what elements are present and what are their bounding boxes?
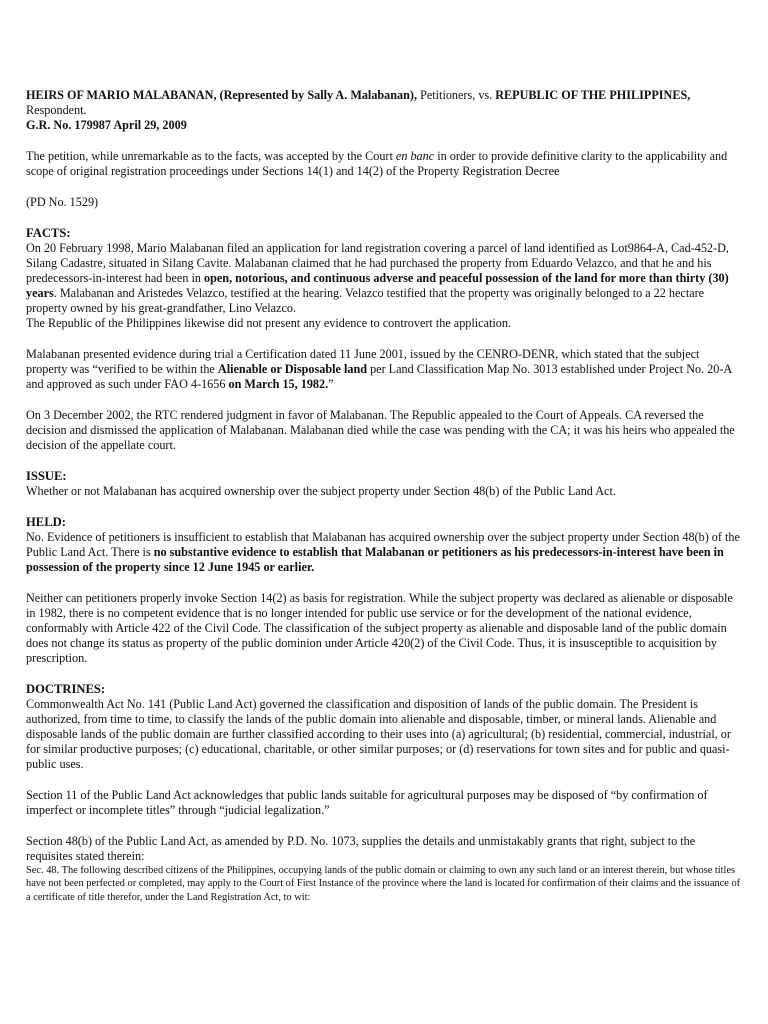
intro-pd-number: (PD No. 1529) [26, 195, 99, 209]
case-caption [26, 88, 742, 133]
case-republic: REPUBLIC OF THE PHILIPPINES, [495, 88, 691, 102]
held-heading: HELD: [26, 515, 66, 529]
issue-text: Whether or not Malabanan has acquired ownership over the subject property under Section 48(b) of the Public Land Act. [26, 484, 616, 498]
doctrines-heading: DOCTRINES: [26, 682, 106, 696]
held-paragraph-2: Neither can petitioners properly invoke Section 14(2) as basis for registration. While the subject property was declared as alienable or disposable in 1982, there is no competent evidence that is no longer intended for public use service or for the development of the national evidence, conformably with Article 422 of the Civil Code. The classification of the subject property as alienable and disposable land of the public domain does not change its status as property of the public dominion under Article 420(2) of the Civil Code. Thus, it is insusceptible to acquisition by prescription. [26, 591, 733, 665]
facts-p2-text-c: ” [328, 377, 334, 391]
facts-p2-bold-a: Alienable or Disposable land [217, 362, 368, 376]
intro-en-banc: en banc [395, 149, 435, 163]
case-gr-number: G.R. No. 179987 April 29, 2009 [26, 118, 187, 132]
doctrines-paragraph-1: Commonwealth Act No. 141 (Public Land Act) governed the classification and disposition of lands of the public domain. The President is authorized, from time to time, to classify the lands of the public domain into alienable and disposable, timber, or mineral lands. Alienable and disposable lands of the public domain are further classified according to their uses into (a) agricultural; (b) residential, commercial, industrial, or for similar productive purposes; (c) educational, charitable, or other similar purposes; or (d) reservations for town sites and for public and quasi-public uses. [26, 697, 731, 771]
case-respondent: Respondent. [26, 103, 87, 117]
doctrines-paragraph-2: Section 11 of the Public Land Act acknowledges that public lands suitable for agricultural purposes may be disposed of “by confirmation of imperfect or incomplete titles” through “judicial legalization.” [26, 788, 708, 817]
intro-paragraph [26, 149, 742, 179]
facts-p1-bold: open, notorious, and continuous adverse and peaceful possession of the land for more than thirty (30) years [26, 271, 729, 300]
facts-p1-text-c: The Republic of the Philippines likewise did not present any evidence to controvert the application. [26, 316, 512, 330]
intro-text-a: The petition, while unremarkable as to the facts, was accepted by the Court [26, 149, 396, 163]
doctrines-paragraph-3: Section 48(b) of the Public Land Act, as amended by P.D. No. 1073, supplies the details and unmistakably grants that right, subject to the requisites stated therein: [26, 834, 696, 863]
facts-p1-text-a: On 20 February 1998, Mario Malabanan filed an application for land registration covering a parcel of land identified as Lot9864-A, Cad-452-D, Silang Cadastre, situated in Silang Cavite. Malabanan claimed that he had purchased the property from Eduardo Velazco, and that he and his predecessors-in-interest had been in [26, 241, 729, 285]
facts-heading: FACTS: [26, 226, 71, 240]
facts-paragraph-3: On 3 December 2002, the RTC rendered judgment in favor of Malabanan. The Republic appealed to the Court of Appeals. CA reversed the decision and dismissed the application of Malabanan. Malabanan died while the case was pending with the CA; it was his heirs who appealed the decision of the appellate court. [26, 408, 735, 452]
facts-paragraph-1 [26, 241, 742, 331]
facts-paragraph-2 [26, 347, 742, 392]
case-heirs: HEIRS OF MARIO MALABANAN, (Represented by Sally A. Malabanan), [26, 88, 418, 102]
facts-p2-text-a: Malabanan presented evidence during trial a Certification dated 11 June 2001, issued by the CENRO-DENR, which stated that the subject property was “verified to be within the [26, 347, 700, 376]
facts-p2-bold-b: on March 15, 1982. [228, 377, 329, 391]
facts-p1-text-b: . Malabanan and Aristedes Velazco, testified at the hearing. Velazco testified that the property was originally belonged to a 22 hectare property owned by his great-grandfather, Lino Velazco. [26, 286, 705, 315]
case-petitioners: Petitioners, vs. [417, 88, 496, 102]
held-p1-bold: no substantive evidence to establish that Malabanan or petitioners as his predecessors-in-interest have been in possession of the property since 12 June 1945 or earlier. [26, 545, 724, 574]
held-p1-text: No. Evidence of petitioners is insufficient to establish that Malabanan has acquired ownership over the subject property under Section 48(b) of the Public Land Act. There is [26, 530, 740, 559]
issue-heading: ISSUE: [26, 469, 67, 483]
intro-text-b: in order to provide definitive clarity to the applicability and scope of original registration proceedings under Sections 14(1) and 14(2) of the Property Registration Decree [26, 149, 728, 178]
held-paragraph-1 [26, 530, 742, 575]
facts-p2-text-b: per Land Classification Map No. 3013 established under Project No. 20-A and approved as such under FAO 4-1656 [26, 362, 732, 391]
section-48-quote: Sec. 48. The following described citizens of the Philippines, occupying lands of the public domain or claiming to own any such land or an interest therein, but whose titles have not been perfected or completed, may apply to the Court of First Instance of the province where the land is located for confirmation of their claims and the issuance of a certificate of title therefor, under the Land Registration Act, to wit: [26, 865, 741, 903]
